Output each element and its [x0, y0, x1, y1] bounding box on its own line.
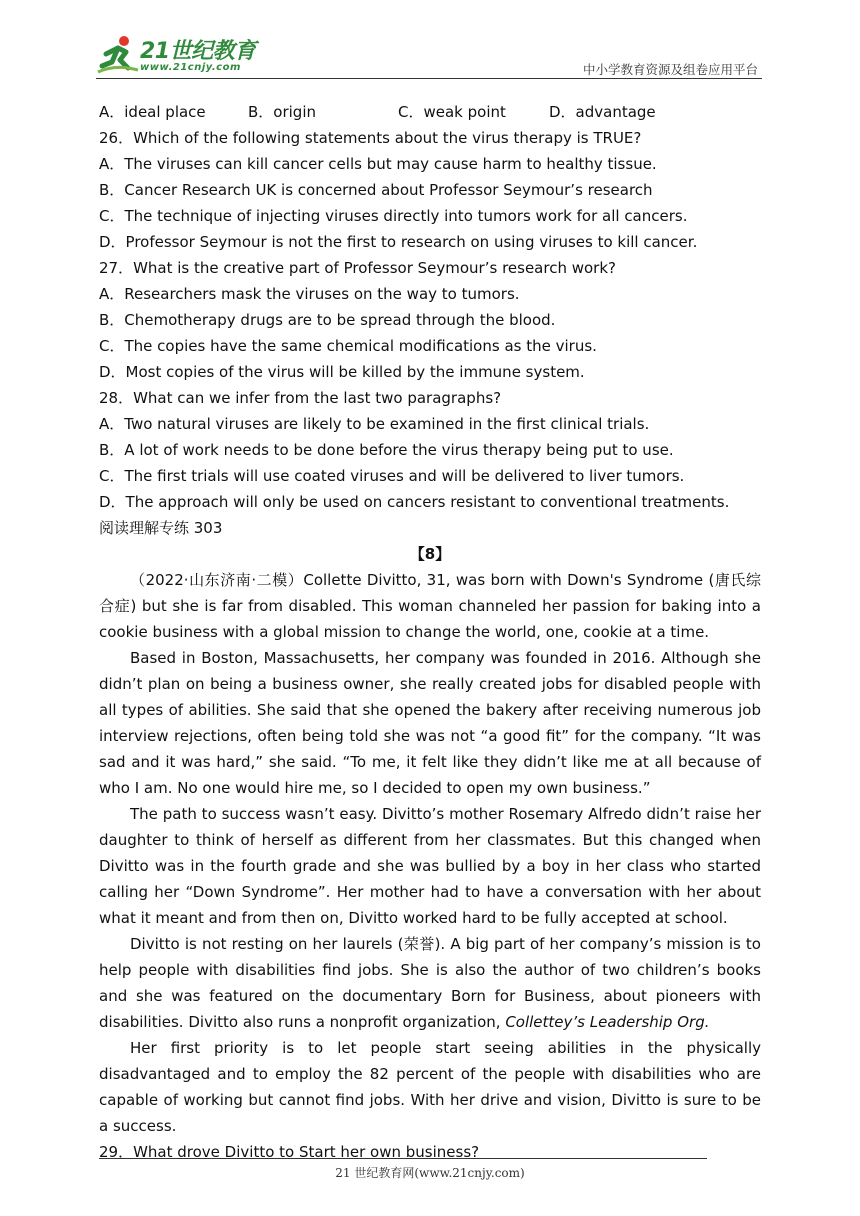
q25-option-c: C．weak point: [398, 103, 506, 121]
q28-option-c: C．The first trials will use coated viruses and will be delivered to liver tumors.: [99, 467, 685, 485]
q26-option-c: C．The technique of injecting viruses directly into tumors work for all cancers.: [99, 207, 688, 225]
page-header: [96, 28, 762, 80]
passage-paragraph-4: [99, 931, 761, 1035]
q27-option-a: A．Researchers mask the viruses on the way to tumors.: [99, 285, 520, 303]
q28-option-d: D．The approach will only be used on cancers resistant to conventional treatments.: [99, 493, 730, 511]
page-footer[interactable]: 21 世纪教育网(www.21cnjy.com): [335, 1166, 525, 1180]
organization-name: Collettey’s Leadership Org.: [505, 1013, 710, 1031]
q27-option-c: C．The copies have the same chemical modifications as the virus.: [99, 337, 597, 355]
passage-paragraph-3: The path to success wasn’t easy. Divitto’s mother Rosemary Alfredo didn’t raise her daughter to think of herself as different from her classmates. But this changed when Divitto was in the fourth grade and she was bullied by a boy in her class who started calling her “Down Syndrome”. Her mother had to have a conversation with her about what it meant and from then on, Divitto worked hard to be fully accepted at school.: [99, 805, 761, 927]
passage-paragraph-5: Her first priority is to let people start seeing abilities in the physically disadvantaged and to employ the 82 percent of the people with disabilities who are capable of working but cannot find jobs. With her drive and vision, Divitto is sure to be a success.: [99, 1039, 761, 1135]
q27-option-b: B．Chemotherapy drugs are to be spread through the blood.: [99, 311, 556, 329]
q26-option-d: D．Professor Seymour is not the first to research on using viruses to kill cancer.: [99, 233, 698, 251]
q25-option-d: D．advantage: [549, 103, 656, 121]
q27-option-d: D．Most copies of the virus will be killed by the immune system.: [99, 363, 585, 381]
page-content: [99, 99, 761, 1165]
q25-option-b: B．origin: [248, 103, 316, 121]
runner-logo-icon: [96, 34, 140, 74]
passage-paragraph-1: （2022·山东济南·二模）Collette Divitto, 31, was born with Down's Syndrome (唐氏综合症) but she is far from disabled. This woman channeled her passion for baking into a cookie business with a global mission to change the world, one, cookie at a time.: [99, 571, 761, 641]
header-divider: [96, 78, 762, 79]
q27-stem: 27．What is the creative part of Professor Seymour’s research work?: [99, 259, 616, 277]
q28-option-b: B．A lot of work needs to be done before the virus therapy being put to use.: [99, 441, 674, 459]
passage-paragraph-2: Based in Boston, Massachusetts, her company was founded in 2016. Although she didn’t plan on being a business owner, she really created jobs for disabled people with all types of abilities. She said that she opened the bakery after receiving numerous job interview rejections, often being told she was not “a good fit” for the company. “It was sad and it was hard,” she said. “To me, it felt like they didn’t like me at all because of who I am. No one would hire me, so I decided to open my own business.”: [99, 649, 761, 797]
q25-option-a: A．ideal place: [99, 103, 206, 121]
q26-option-a: A．The viruses can kill cancer cells but may cause harm to healthy tissue.: [99, 155, 657, 173]
logo-text: 21世纪教育: [140, 39, 256, 64]
logo-url: www.21cnjy.com: [140, 62, 241, 73]
q26-option-b: B．Cancer Research UK is concerned about Professor Seymour’s research: [99, 181, 653, 199]
section-title: 阅读理解专练 303: [99, 519, 223, 537]
q28-stem: 28．What can we infer from the last two paragraphs?: [99, 389, 502, 407]
passage-paragraph-4-text: Divitto is not resting on her laurels (荣誉). A big part of her company’s mission is to help people with disabilities find jobs. She is also the author of two children’s books and she was featured on the documentary Born for Business, about pioneers with disabilities. Divitto also runs a nonprofit organization,: [99, 935, 761, 1031]
site-logo[interactable]: [96, 32, 276, 76]
passage-number: 【8】: [409, 545, 451, 563]
q29-stem: 29．What drove Divitto to Start her own business?: [99, 1143, 480, 1161]
q26-stem: 26．Which of the following statements about the virus therapy is TRUE?: [99, 129, 642, 147]
platform-name: 中小学教育资源及组卷应用平台: [582, 62, 758, 77]
footer-divider: [99, 1158, 707, 1159]
q28-option-a: A．Two natural viruses are likely to be examined in the first clinical trials.: [99, 415, 650, 433]
q25-options: [99, 99, 761, 125]
